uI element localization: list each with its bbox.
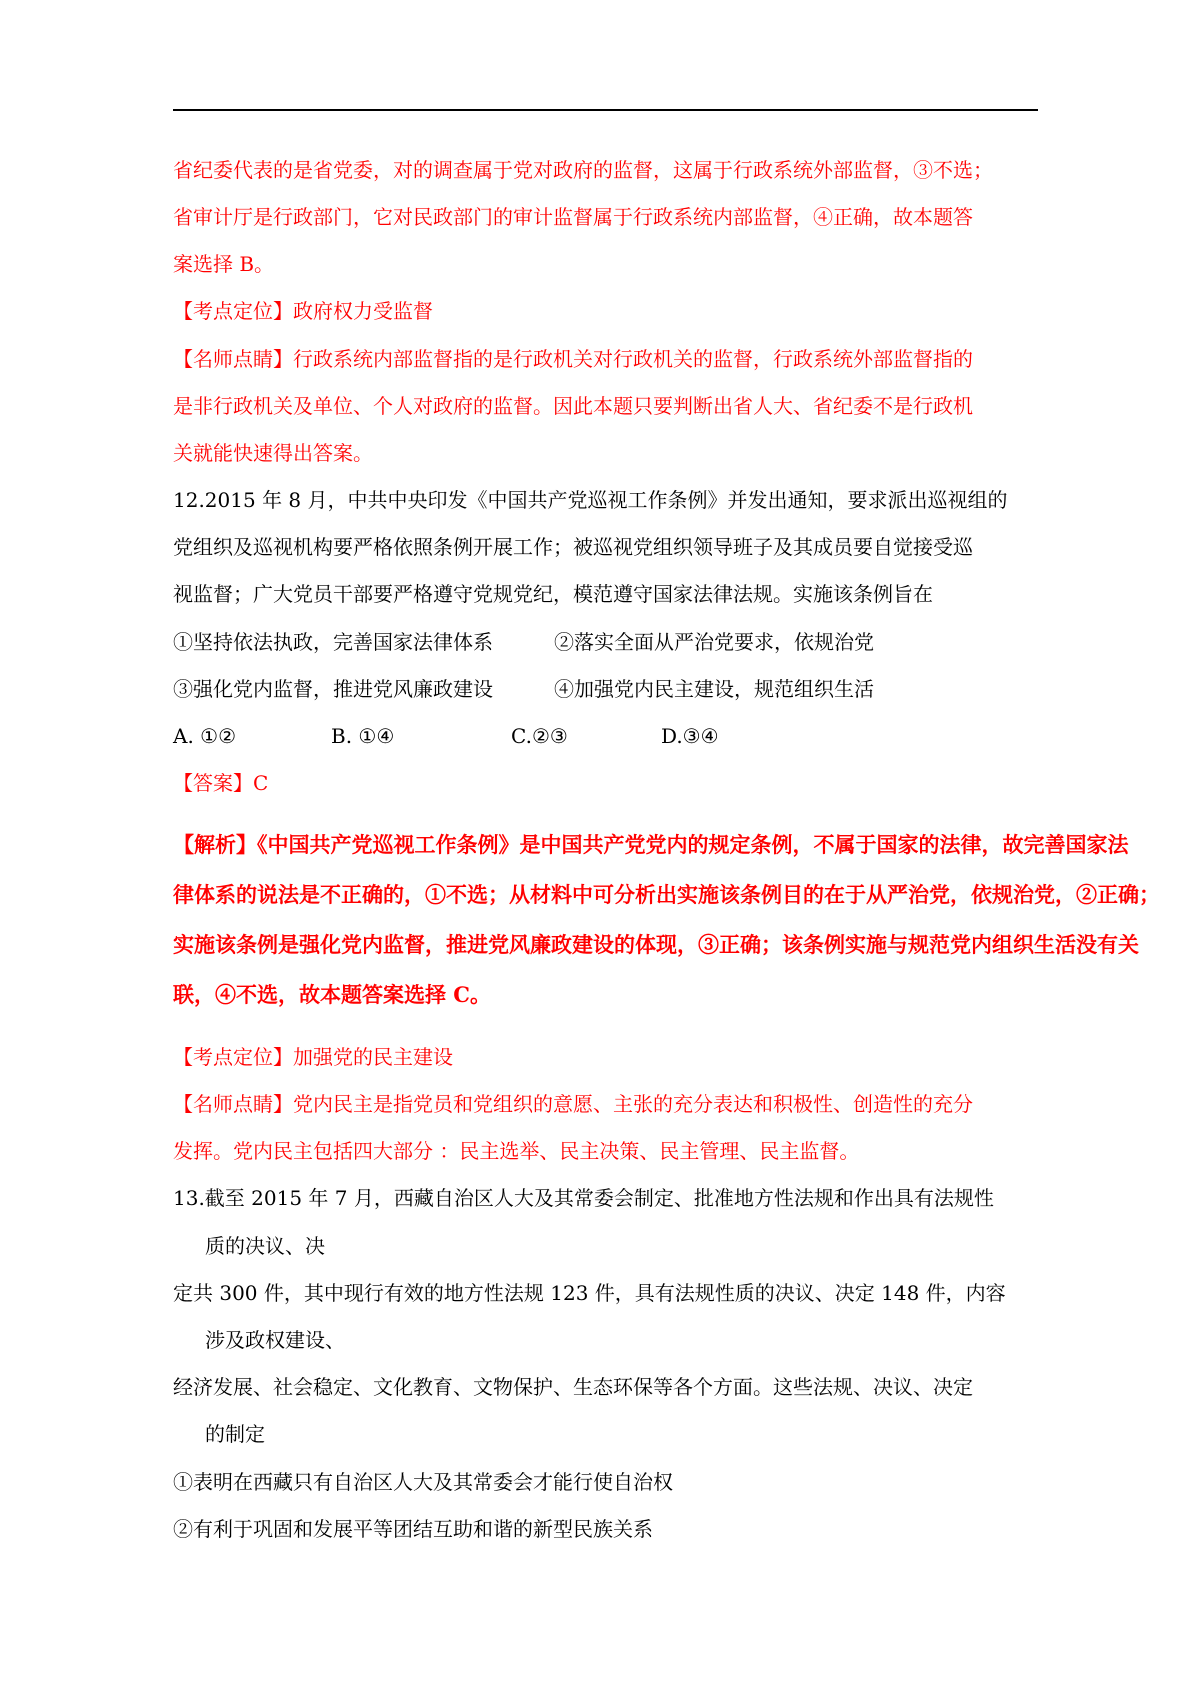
analysis-line: 律体系的说法是不正确的，①不选；从材料中可分析出实施该条例目的在于从严治党，依规治党，②正确； <box>173 882 1160 907</box>
analysis-line: 省纪委代表的是省党委，对的调查属于党对政府的监督，这属于行政系统外部监督，③不选； <box>173 158 993 182</box>
mingshi-line: 是非行政机关及单位、个人对政府的监督。因此本题只要判断出省人大、省纪委不是行政机 <box>173 394 973 418</box>
question-item: ③强化党内监督，推进党风廉政建设 <box>173 677 493 701</box>
question-stem-line: 经济发展、社会稳定、文化教育、文物保护、生态环保等各个方面。这些法规、决议、决定 <box>173 1375 973 1399</box>
mingshi-line: 关就能快速得出答案。 <box>173 441 373 465</box>
question-stem-line: 质的决议、决 <box>205 1234 325 1258</box>
question-stem-line: 定共 300 件，其中现行有效的地方性法规 123 件，具有法规性质的决议、决定 148 件，内容 <box>173 1281 1006 1305</box>
analysis-line: 省审计厅是行政部门，它对民政部门的审计监督属于行政系统内部监督，④正确，故本题答 <box>173 205 973 229</box>
analysis-line: 实施该条例是强化党内监督，推进党风廉政建设的体现，③正确；该条例实施与规范党内组织生活没有关 <box>173 932 1139 957</box>
kaodian-line: 【考点定位】加强党的民主建设 <box>173 1045 453 1069</box>
option-a: A. ①② <box>173 724 237 748</box>
question-item: ①表明在西藏只有自治区人大及其常委会才能行使自治权 <box>173 1470 673 1494</box>
question-stem-line: 视监督；广大党员干部要严格遵守党规党纪，模范遵守国家法律法规。实施该条例旨在 <box>173 582 933 606</box>
question-stem-line: 涉及政权建设、 <box>205 1328 345 1352</box>
mingshi-line: 【名师点睛】党内民主是指党员和党组织的意愿、主张的充分表达和积极性、创造性的充分 <box>173 1092 973 1116</box>
analysis-line: 【解析】《中国共产党巡视工作条例》是中国共产党党内的规定条例，不属于国家的法律，故完善国家法 <box>173 832 1129 857</box>
option-d: D.③④ <box>661 724 719 748</box>
question-item: ①坚持依法执政，完善国家法律体系 <box>173 630 493 654</box>
question-item-row <box>173 628 1038 656</box>
option-c: C.②③ <box>511 724 568 748</box>
mingshi-line: 【名师点睛】行政系统内部监督指的是行政机关对行政机关的监督，行政系统外部监督指的 <box>173 347 973 371</box>
question-stem-line: 的制定 <box>205 1422 265 1446</box>
question-item: ②落实全面从严治党要求，依规治党 <box>554 630 874 654</box>
mingshi-line: 发挥。党内民主包括四大部分 ：民主选举、民主决策、民主管理、民主监督。 <box>173 1139 860 1163</box>
analysis-line: 联，④不选，故本题答案选择 C。 <box>173 982 492 1007</box>
question-item: ②有利于巩固和发展平等团结互助和谐的新型民族关系 <box>173 1517 653 1541</box>
question-stem-line: 党组织及巡视机构要严格依照条例开展工作；被巡视党组织领导班子及其成员要自觉接受巡 <box>173 535 973 559</box>
kaodian-line: 【考点定位】政府权力受监督 <box>173 299 433 323</box>
header-rule <box>173 109 1038 111</box>
question-stem-line: 12.2015 年 8 月，中共中央印发《中国共产党巡视工作条例》并发出通知，要求派出巡视组的 <box>173 488 1008 512</box>
answer-line: 【答案】C <box>173 771 269 795</box>
answer-options-row <box>173 722 1038 750</box>
analysis-line: 案选择 B。 <box>173 252 275 276</box>
question-stem-line: 13.截至 2015 年 7 月，西藏自治区人大及其常委会制定、批准地方性法规和作出具有法规性 <box>173 1186 994 1210</box>
option-b: B. ①④ <box>331 724 395 748</box>
question-item: ④加强党内民主建设，规范组织生活 <box>554 677 874 701</box>
question-item-row <box>173 675 1038 703</box>
